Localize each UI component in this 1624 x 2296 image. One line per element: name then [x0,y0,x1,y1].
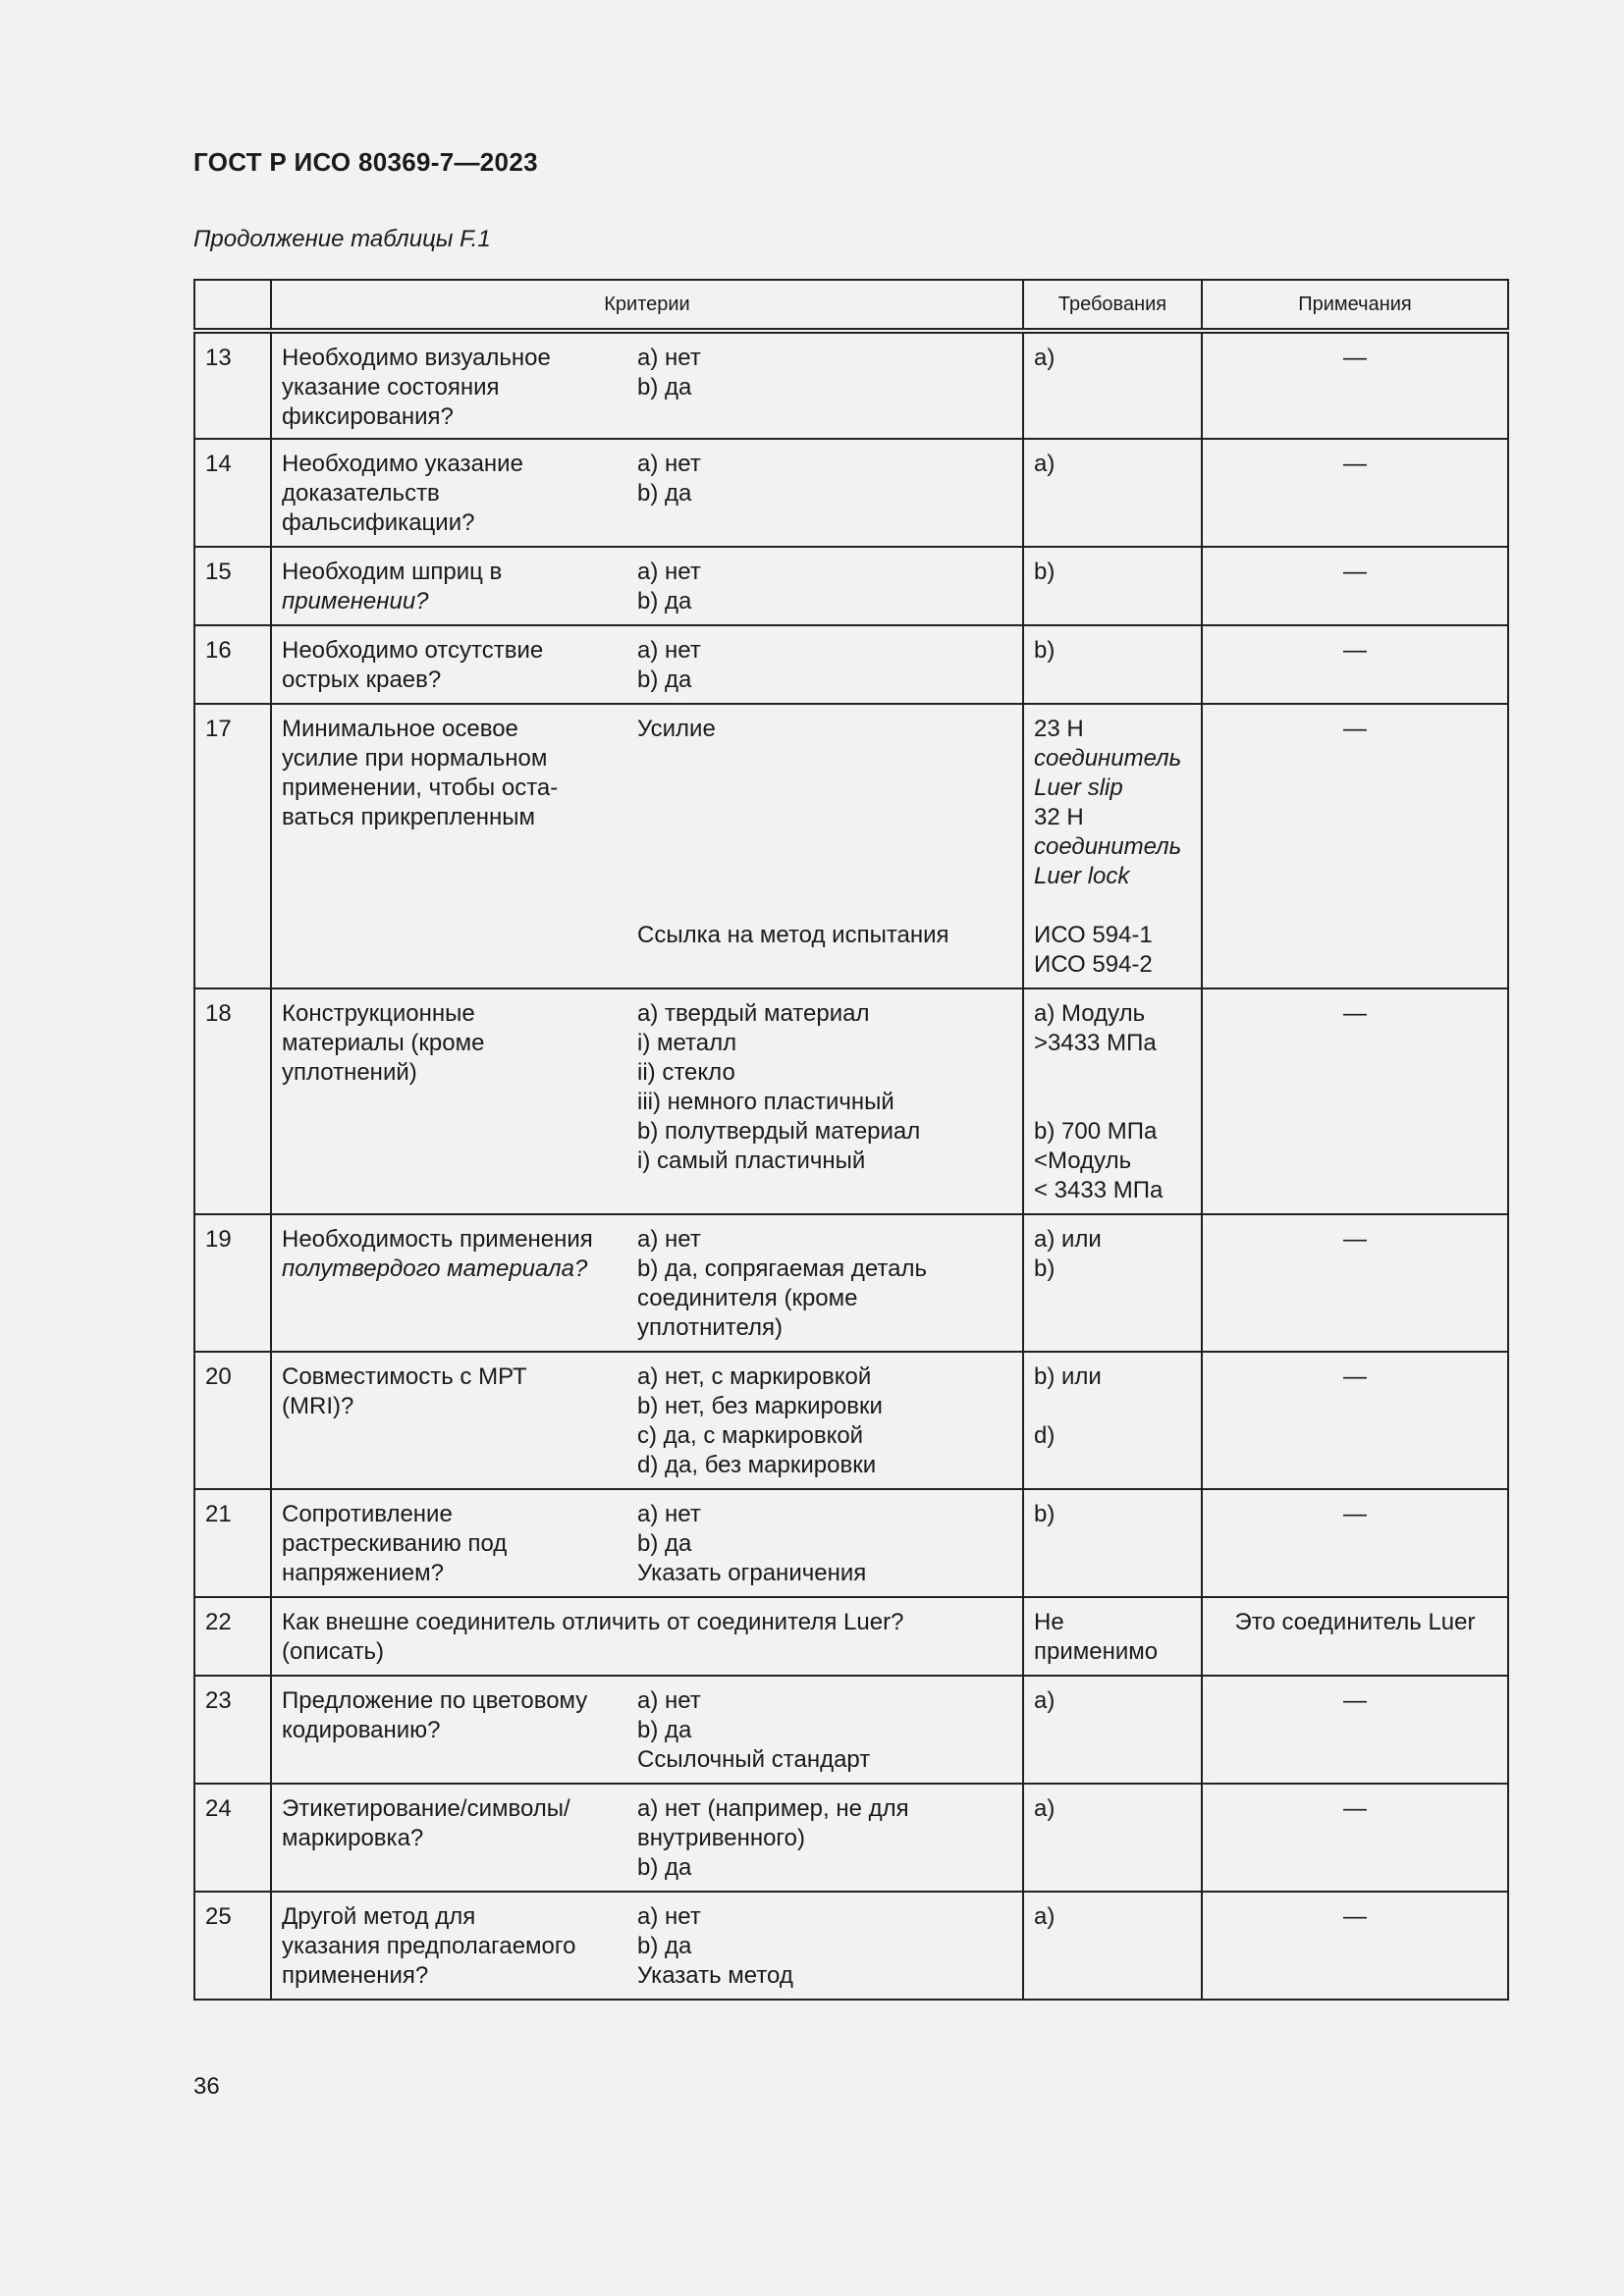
table-row [194,439,1508,547]
row-number: 15 [194,547,271,625]
notes-cell: — [1202,704,1508,988]
row-number: 24 [194,1784,271,1892]
options: a) нет (например, не для внутривенного) b) да [637,1795,909,1881]
row-number: 16 [194,625,271,704]
requirement-cell: a) [1023,439,1202,547]
notes-cell: — [1202,547,1508,625]
options: a) нет b) да, сопрягаемая деталь соединителя (кроме уплотнителя) [637,1226,927,1341]
options: a) нет b) да Ссылочный стандарт [637,1687,871,1773]
options: a) нет, с маркировкой b) нет, без маркировки c) да, с маркировкой d) да, без маркировки [637,1363,883,1478]
options: a) нет b) да [637,559,701,614]
criteria-cell: Как внешне соединитель отличить от соединителя Luer? (описать) [271,1597,1023,1676]
row-number: 20 [194,1352,271,1489]
criteria-cell [271,331,1023,439]
requirement-cell: a) или b) [1023,1214,1202,1352]
notes-cell: — [1202,1489,1508,1597]
notes-cell: — [1202,1214,1508,1352]
question: Как внешне соединитель отличить от соединителя Luer? [282,1609,904,1635]
table-row [194,704,1508,988]
requirement-cell: b) [1023,625,1202,704]
criteria-table [193,279,1509,2001]
row-number: 14 [194,439,271,547]
question: Необходимость применения полутвердого материала? [282,1226,593,1282]
notes-cell: — [1202,1892,1508,2000]
options: a) нет b) да Указать ограничения [637,1501,867,1586]
question: Необходимо отсутствие острых краев? [282,637,544,693]
table-row [194,1597,1508,1676]
question: Предложение по цветовому кодированию? [282,1687,588,1743]
requirement-cell: b) [1023,1489,1202,1597]
requirement-cell: a) [1023,1676,1202,1784]
options: a) нет b) да [637,637,701,693]
criteria-cell [271,547,1023,625]
table-row [194,1676,1508,1784]
notes-cell: — [1202,1784,1508,1892]
table-row [194,331,1508,439]
options: a) нет b) да [637,451,701,507]
question: Конструкционные материалы (кроме уплотнений) [282,1000,485,1086]
criteria-cell [271,1352,1023,1489]
criteria-cell [271,1676,1023,1784]
row-number: 18 [194,988,271,1214]
question: Необходим шприц в применении? [282,559,503,614]
criteria-cell [271,1892,1023,2000]
criteria-cell [271,1489,1023,1597]
options: a) твердый материал i) металл ii) стекло iii) немного пластичный b) полутвердый материал i) самый пластичный [637,1000,921,1174]
notes-cell: — [1202,331,1508,439]
notes-cell: — [1202,439,1508,547]
requirement-cell: Не применимо [1023,1597,1202,1676]
requirement-cell: 23 Н соединитель Luer slip 32 Н соединитель Luer lock ИСО 594-1 ИСО 594-2 [1023,704,1202,988]
row-number: 21 [194,1489,271,1597]
notes-cell: — [1202,625,1508,704]
criteria-cell [271,988,1023,1214]
criteria-cell [271,1784,1023,1892]
question: Совместимость с МРТ (MRI)? [282,1363,527,1419]
criteria-cell [271,625,1023,704]
header-notes: Примечания [1202,280,1508,331]
row-number: 23 [194,1676,271,1784]
requirement-cell: a) [1023,1892,1202,2000]
notes-cell: — [1202,988,1508,1214]
table-row [194,1892,1508,2000]
options: a) нет b) да Указать метод [637,1903,793,1989]
criteria-cell [271,704,1023,988]
question: Необходимо визуальное указание состояния фиксирования? [282,345,551,430]
question: Необходимо указание доказательств фальсификации? [282,451,523,536]
requirement-cell: a) Модуль >3433 МПа b) 700 МПа <Модуль < 3433 МПа [1023,988,1202,1214]
row-number: 22 [194,1597,271,1676]
row-number: 17 [194,704,271,988]
requirement-cell: a) [1023,331,1202,439]
table-row [194,1784,1508,1892]
requirement-cell: a) [1023,1784,1202,1892]
table-caption: Продолжение таблицы F.1 [193,226,491,252]
row-number: 25 [194,1892,271,2000]
row-number: 19 [194,1214,271,1352]
options: a) нет b) да [637,345,701,400]
header-criteria: Критерии [271,280,1023,331]
table-row [194,988,1508,1214]
requirement-cell: b) или d) [1023,1352,1202,1489]
page-number: 36 [193,2073,220,2100]
criteria-cell [271,439,1023,547]
question: Минимальное осевое усилие при нормальном применении, чтобы оста- ваться прикрепленным [282,716,559,830]
header-requirements: Требования [1023,280,1202,331]
table-row [194,1352,1508,1489]
notes-cell: — [1202,1676,1508,1784]
row-number: 13 [194,331,271,439]
question: Сопротивление растрескиванию под напряжением? [282,1501,508,1586]
table-header-row [194,280,1508,331]
criteria-cell [271,1214,1023,1352]
table-row [194,625,1508,704]
requirement-cell: b) [1023,547,1202,625]
options: Усилие Ссылка на метод испытания [637,716,949,948]
header-number [194,280,271,331]
document-code: ГОСТ Р ИСО 80369-7—2023 [193,147,538,177]
table-row [194,1489,1508,1597]
notes-cell: — [1202,1352,1508,1489]
question: Другой метод для указания предполагаемого применения? [282,1903,576,1989]
question: Этикетирование/символы/ маркировка? [282,1795,570,1851]
table-row [194,1214,1508,1352]
table-row [194,547,1508,625]
notes-cell: Это соединитель Luer [1202,1597,1508,1676]
